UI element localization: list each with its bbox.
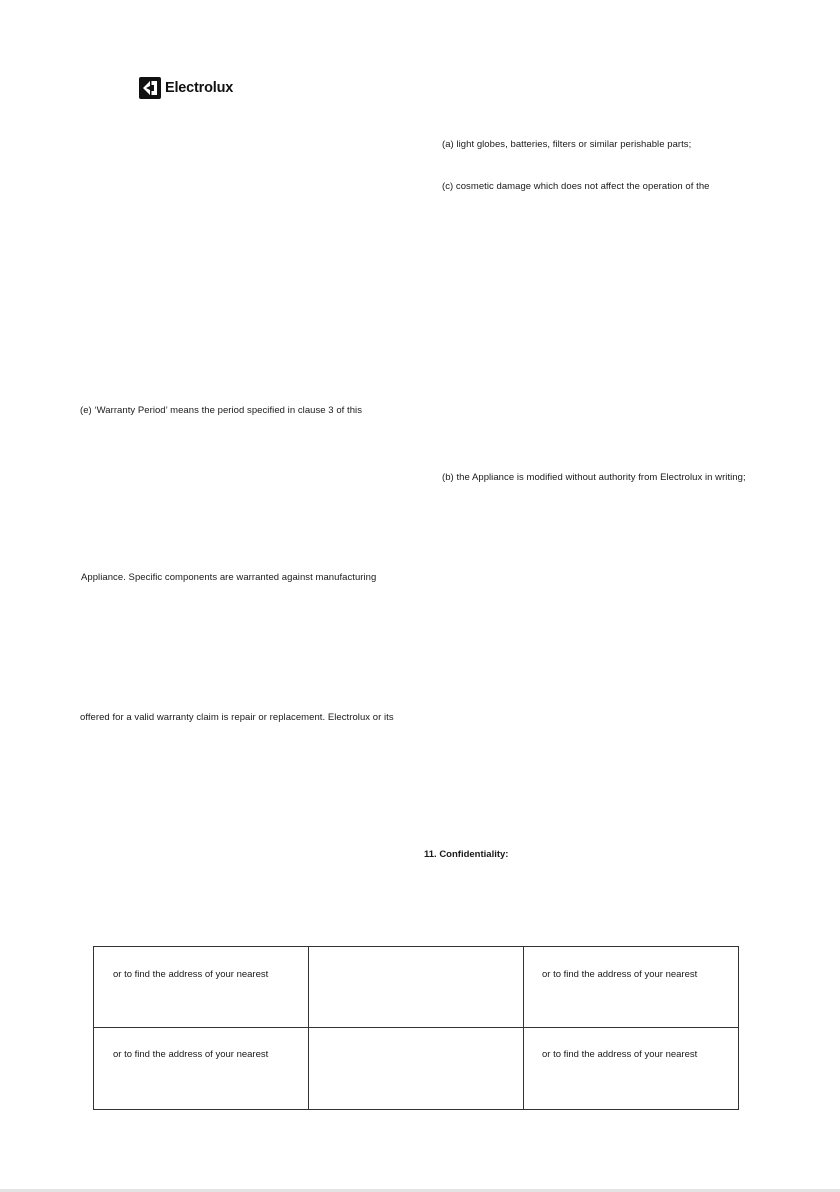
- table-cell: or to find the address of your nearest: [113, 1049, 269, 1060]
- specific-components-line: Appliance. Specific components are warranted against manufacturing: [81, 572, 377, 583]
- table-divider: [94, 1027, 738, 1028]
- brand-wordmark: Electrolux: [165, 80, 234, 96]
- table-cell: or to find the address of your nearest: [542, 1049, 698, 1060]
- warranty-period-definition: (e) ‘Warranty Period’ means the period specified in clause 3 of this: [80, 405, 363, 416]
- contact-table: [93, 946, 739, 1110]
- table-cell: or to find the address of your nearest: [542, 969, 698, 980]
- table-divider: [523, 947, 524, 1109]
- electrolux-logo: [139, 77, 233, 99]
- condition-item-b: (b) the Appliance is modified without authority from Electrolux in writing;: [442, 472, 746, 483]
- valid-claim-line: offered for a valid warranty claim is repair or replacement. Electrolux or its: [80, 712, 394, 723]
- exclusion-item-a: (a) light globes, batteries, filters or similar perishable parts;: [442, 139, 692, 150]
- exclusion-item-c: (c) cosmetic damage which does not affect the operation of the: [442, 181, 710, 192]
- electrolux-logo-icon: [139, 77, 161, 99]
- table-divider: [308, 947, 309, 1109]
- table-cell: or to find the address of your nearest: [113, 969, 269, 980]
- section-heading-confidentiality: 11. Confidentiality:: [424, 849, 509, 860]
